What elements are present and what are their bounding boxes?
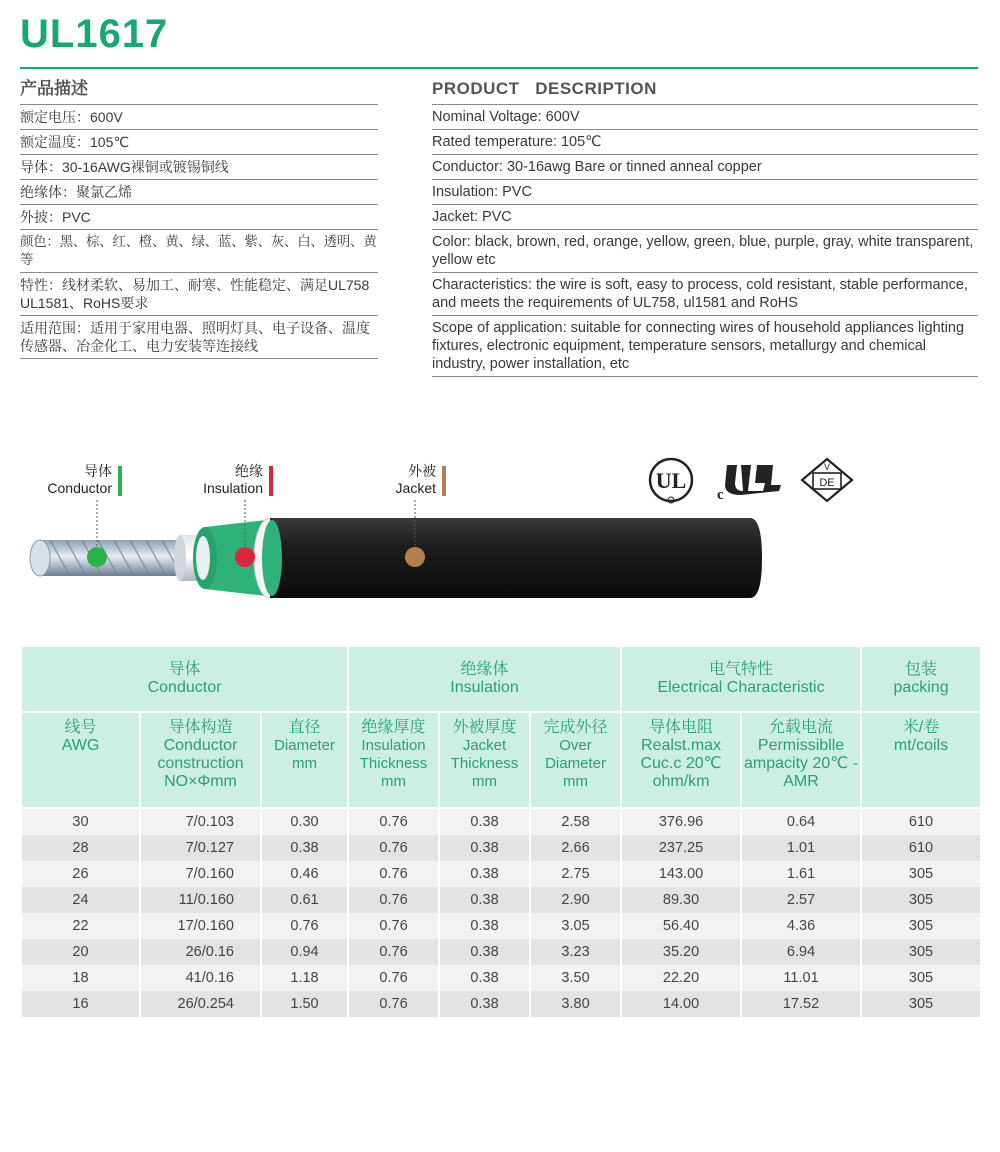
table-row: 26 7/0.160 0.46 0.76 0.38 2.75 143.00 1.61 305 — [21, 861, 981, 887]
description-en-heading: PRODUCT DESCRIPTION — [432, 74, 978, 105]
description-en-row: Characteristics: the wire is soft, easy to process, cold resistant, stable performance, and meets the requirements of UL758, ul1581 and RoHS — [432, 273, 978, 316]
title-divider — [20, 67, 978, 69]
svg-text:V: V — [823, 462, 831, 472]
column-header: 允载电流 Permissiblle ampacity 20℃ -AMR — [741, 712, 861, 808]
description-en-row: Rated temperature: 105℃ — [432, 130, 978, 155]
svg-text:DE: DE — [819, 477, 835, 489]
column-header: 导体构造 Conductor construction NO×Φmm — [140, 712, 261, 808]
column-header: 完成外径 Over Diameter mm — [530, 712, 621, 808]
group-header-packing: 包装 packing — [861, 646, 981, 712]
vde-logo — [802, 459, 852, 501]
svg-text:c: c — [717, 487, 724, 503]
conductor-dot — [87, 547, 107, 567]
column-header: 外被厚度 Jacket Thickness mm — [439, 712, 530, 808]
table-row: 30 7/0.103 0.30 0.76 0.38 2.58 376.96 0.64 610 — [21, 808, 981, 835]
column-header: 直径 Diameter mm — [261, 712, 348, 808]
description-cn-heading: 产品描述 — [20, 74, 378, 105]
group-header-insulation: 绝缘体 Insulation — [348, 646, 621, 712]
description-en-row: Jacket: PVC — [432, 205, 978, 230]
jacket-label: 外被 Jacket — [370, 463, 436, 497]
description-cn-row: 额定电压：600V — [20, 105, 378, 130]
description-cn-row: 适用范围：适用于家用电器、照明灯具、电子设备、温度传感器、冶金化工、电力安装等连接线 — [20, 316, 378, 359]
description-cn-row: 绝缘体：聚氯乙烯 — [20, 180, 378, 205]
description-en-row: Conductor: 30-16awg Bare or tinned anneal copper — [432, 155, 978, 180]
jacket-layer — [270, 518, 762, 598]
column-header: 米/卷 mt/coils — [861, 712, 981, 808]
description-en-row: Nominal Voltage: 600V — [432, 105, 978, 130]
description-cn-row: 额定温度：105℃ — [20, 130, 378, 155]
description-cn-row: 导体：30-16AWG裸铜或镀锡铜线 — [20, 155, 378, 180]
svg-text:UL: UL — [655, 468, 687, 493]
description-en-row: Scope of application: suitable for connecting wires of household appliances lighting fixtures, electronic equipment, temperature sensors, metallurgy and chemical industry, power installation, etc — [432, 316, 978, 377]
description-en — [432, 74, 978, 377]
description-en-row: Insulation: PVC — [432, 180, 978, 205]
page-title: UL1617 — [20, 12, 169, 56]
description-cn-row: 外披：PVC — [20, 205, 378, 230]
description-cn-row: 颜色：黑、棕、红、橙、黄、绿、蓝、紫、灰、白、透明、黄等 — [20, 230, 378, 273]
insulation-label: 绝缘 Insulation — [180, 463, 263, 497]
insulation-dot — [235, 547, 255, 567]
table-row: 18 41/0.16 1.18 0.76 0.38 3.50 22.20 11.01 305 — [21, 965, 981, 991]
table-row: 28 7/0.127 0.38 0.76 0.38 2.66 237.25 1.01 610 — [21, 835, 981, 861]
table-row: 22 17/0.160 0.76 0.76 0.38 3.05 56.40 4.36 305 — [21, 913, 981, 939]
certification-logos — [645, 455, 865, 515]
group-header-conductor: 导体 Conductor — [21, 646, 348, 712]
group-header-electrical: 电气特性 Electrical Characteristic — [621, 646, 861, 712]
conductor-label: 导体 Conductor — [32, 463, 112, 497]
description-cn — [20, 74, 378, 359]
column-header: 线号 AWG — [21, 712, 140, 808]
table-row: 20 26/0.16 0.94 0.76 0.38 3.23 35.20 6.94 305 — [21, 939, 981, 965]
description-cn-row: 特性：线材柔软、易加工、耐寒、性能稳定、满足UL758 UL1581、RoHS要求 — [20, 273, 378, 316]
table-row: 24 11/0.160 0.61 0.76 0.38 2.90 89.30 2.57 305 — [21, 887, 981, 913]
spec-table — [20, 645, 982, 1017]
ul-logo — [650, 459, 692, 503]
table-row: 16 26/0.254 1.50 0.76 0.38 3.80 14.00 17.52 305 — [21, 991, 981, 1017]
column-header: 绝缘厚度 Insulation Thickness mm — [348, 712, 439, 808]
certification-marks — [645, 455, 865, 515]
description-en-row: Color: black, brown, red, orange, yellow, green, blue, purple, gray, white transparent, yellow etc — [432, 230, 978, 273]
cur-logo — [717, 465, 781, 503]
conductor-end — [30, 540, 50, 576]
jacket-dot — [405, 547, 425, 567]
column-header: 导体电阻 Realst.max Cuc.c 20℃ ohm/km — [621, 712, 741, 808]
